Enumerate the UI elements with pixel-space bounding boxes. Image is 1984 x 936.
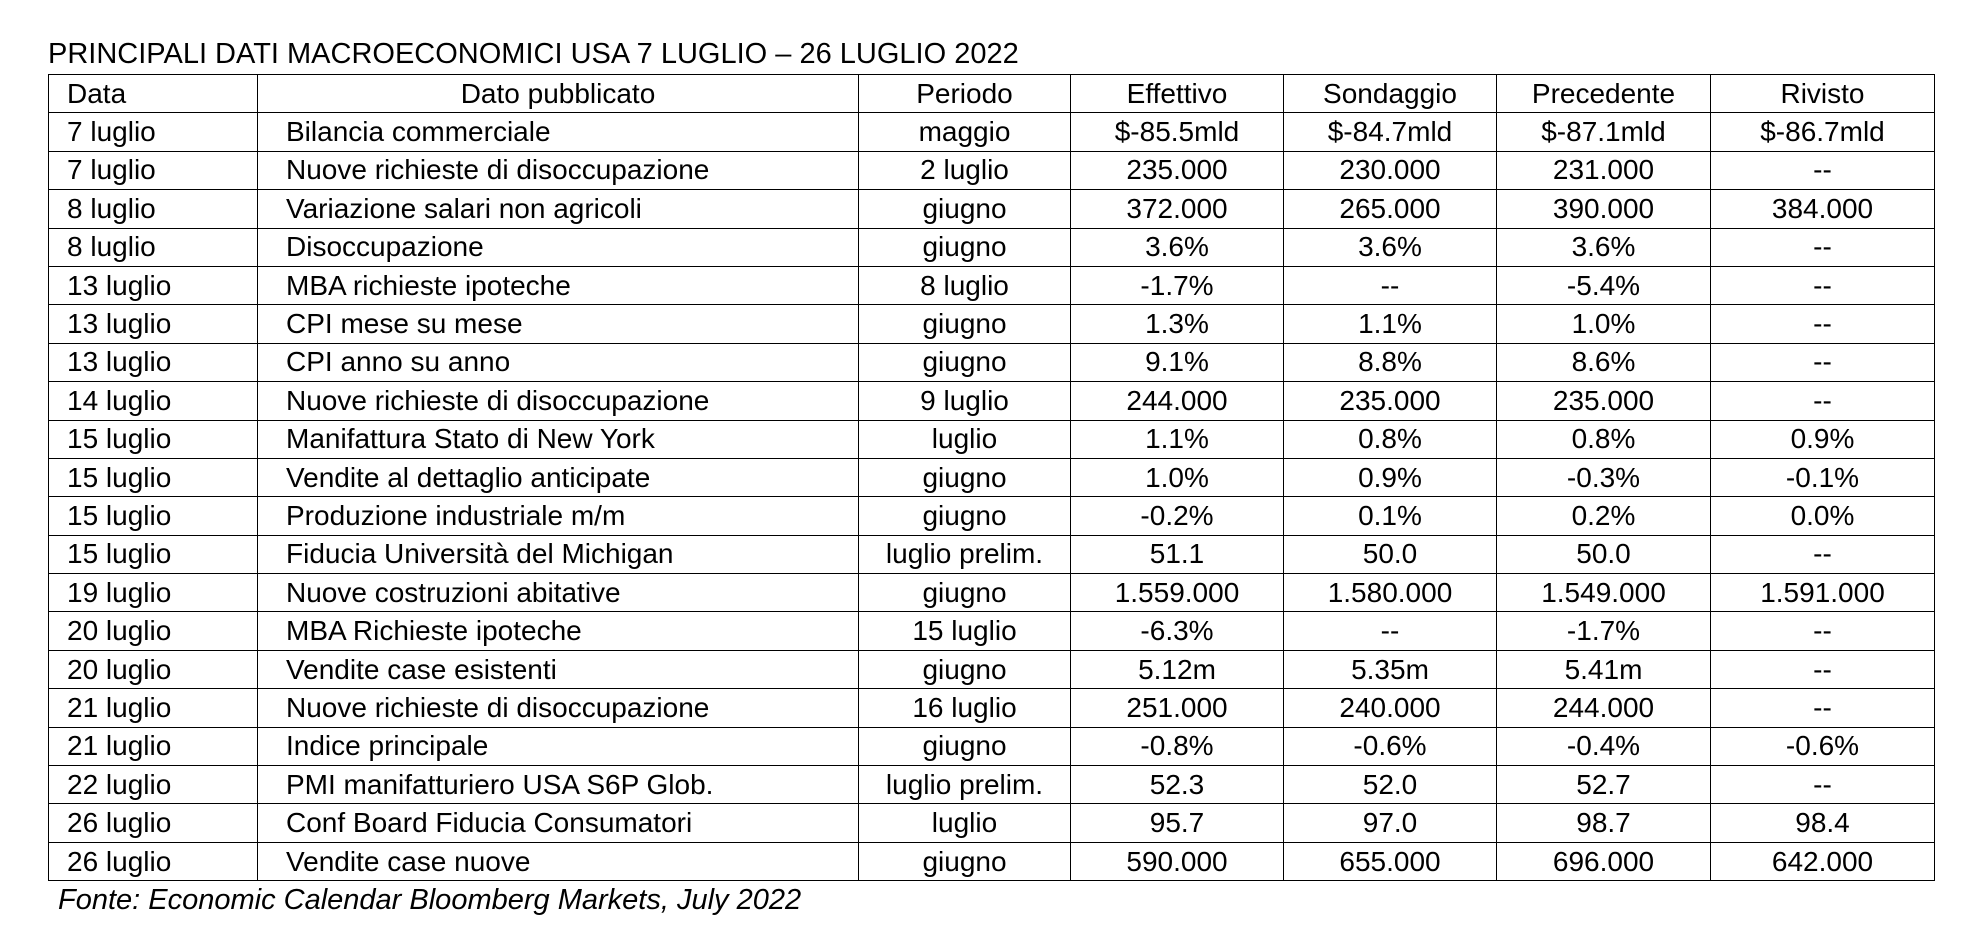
table-row xyxy=(49,113,1935,151)
header-periodo: Periodo xyxy=(859,75,1071,113)
cell-dato-pubblicato: MBA richieste ipoteche xyxy=(258,266,859,304)
cell-rivisto: -- xyxy=(1711,766,1935,804)
cell-data: 26 luglio xyxy=(49,842,258,880)
cell-sondaggio: -- xyxy=(1284,612,1497,650)
source-note: Fonte: Economic Calendar Bloomberg Markets, July 2022 xyxy=(58,884,802,916)
cell-rivisto: -- xyxy=(1711,382,1935,420)
cell-effettivo: 251.000 xyxy=(1071,689,1284,727)
cell-data: 15 luglio xyxy=(49,458,258,496)
table-row xyxy=(49,766,1935,804)
cell-precedente: 1.549.000 xyxy=(1497,574,1711,612)
cell-dato-pubblicato: PMI manifatturiero USA S6P Glob. xyxy=(258,766,859,804)
table-row xyxy=(49,650,1935,688)
cell-effettivo: 235.000 xyxy=(1071,151,1284,189)
cell-sondaggio: -- xyxy=(1284,266,1497,304)
cell-effettivo: 1.3% xyxy=(1071,305,1284,343)
cell-precedente: 0.2% xyxy=(1497,497,1711,535)
table-row xyxy=(49,497,1935,535)
cell-rivisto: -- xyxy=(1711,343,1935,381)
cell-rivisto: -- xyxy=(1711,151,1935,189)
cell-precedente: 231.000 xyxy=(1497,151,1711,189)
cell-rivisto: -- xyxy=(1711,305,1935,343)
cell-rivisto: 1.591.000 xyxy=(1711,574,1935,612)
cell-data: 19 luglio xyxy=(49,574,258,612)
cell-dato-pubblicato: Indice principale xyxy=(258,727,859,765)
cell-effettivo: 9.1% xyxy=(1071,343,1284,381)
cell-data: 15 luglio xyxy=(49,420,258,458)
cell-dato-pubblicato: Nuove richieste di disoccupazione xyxy=(258,151,859,189)
cell-data: 21 luglio xyxy=(49,727,258,765)
cell-rivisto: -0.6% xyxy=(1711,727,1935,765)
table-row xyxy=(49,535,1935,573)
cell-effettivo: 51.1 xyxy=(1071,535,1284,573)
cell-rivisto: -- xyxy=(1711,228,1935,266)
cell-periodo: giugno xyxy=(859,727,1071,765)
cell-effettivo: 1.559.000 xyxy=(1071,574,1284,612)
cell-effettivo: 3.6% xyxy=(1071,228,1284,266)
cell-effettivo: 95.7 xyxy=(1071,804,1284,842)
cell-periodo: giugno xyxy=(859,458,1071,496)
cell-dato-pubblicato: Nuove richieste di disoccupazione xyxy=(258,382,859,420)
table-row xyxy=(49,689,1935,727)
cell-effettivo: 372.000 xyxy=(1071,190,1284,228)
cell-rivisto: 0.0% xyxy=(1711,497,1935,535)
cell-rivisto: 0.9% xyxy=(1711,420,1935,458)
cell-precedente: 235.000 xyxy=(1497,382,1711,420)
table-row xyxy=(49,343,1935,381)
cell-periodo: giugno xyxy=(859,228,1071,266)
cell-periodo: luglio xyxy=(859,420,1071,458)
cell-effettivo: 590.000 xyxy=(1071,842,1284,880)
cell-rivisto: 642.000 xyxy=(1711,842,1935,880)
cell-periodo: 8 luglio xyxy=(859,266,1071,304)
table-body xyxy=(49,113,1935,881)
cell-periodo: luglio xyxy=(859,804,1071,842)
table-row xyxy=(49,804,1935,842)
cell-precedente: 696.000 xyxy=(1497,842,1711,880)
table-row xyxy=(49,727,1935,765)
cell-periodo: maggio xyxy=(859,113,1071,151)
table-row xyxy=(49,458,1935,496)
cell-data: 7 luglio xyxy=(49,113,258,151)
cell-periodo: luglio prelim. xyxy=(859,535,1071,573)
cell-dato-pubblicato: Disoccupazione xyxy=(258,228,859,266)
cell-effettivo: $-85.5mld xyxy=(1071,113,1284,151)
cell-precedente: -0.4% xyxy=(1497,727,1711,765)
header-precedente: Precedente xyxy=(1497,75,1711,113)
cell-precedente: 3.6% xyxy=(1497,228,1711,266)
cell-periodo: 15 luglio xyxy=(859,612,1071,650)
cell-sondaggio: 52.0 xyxy=(1284,766,1497,804)
cell-data: 8 luglio xyxy=(49,228,258,266)
cell-precedente: 52.7 xyxy=(1497,766,1711,804)
cell-periodo: giugno xyxy=(859,574,1071,612)
cell-precedente: 1.0% xyxy=(1497,305,1711,343)
cell-data: 14 luglio xyxy=(49,382,258,420)
cell-precedente: -0.3% xyxy=(1497,458,1711,496)
cell-sondaggio: 230.000 xyxy=(1284,151,1497,189)
cell-precedente: 244.000 xyxy=(1497,689,1711,727)
cell-sondaggio: -0.6% xyxy=(1284,727,1497,765)
cell-dato-pubblicato: Vendite case esistenti xyxy=(258,650,859,688)
cell-data: 13 luglio xyxy=(49,343,258,381)
table-row xyxy=(49,420,1935,458)
cell-sondaggio: 655.000 xyxy=(1284,842,1497,880)
cell-precedente: -5.4% xyxy=(1497,266,1711,304)
cell-effettivo: -0.8% xyxy=(1071,727,1284,765)
cell-periodo: giugno xyxy=(859,650,1071,688)
table-row xyxy=(49,574,1935,612)
cell-data: 15 luglio xyxy=(49,535,258,573)
cell-periodo: 2 luglio xyxy=(859,151,1071,189)
cell-dato-pubblicato: Fiducia Università del Michigan xyxy=(258,535,859,573)
cell-periodo: giugno xyxy=(859,343,1071,381)
cell-data: 7 luglio xyxy=(49,151,258,189)
cell-dato-pubblicato: CPI mese su mese xyxy=(258,305,859,343)
cell-sondaggio: 0.8% xyxy=(1284,420,1497,458)
cell-precedente: 50.0 xyxy=(1497,535,1711,573)
cell-dato-pubblicato: Bilancia commerciale xyxy=(258,113,859,151)
cell-sondaggio: 97.0 xyxy=(1284,804,1497,842)
cell-dato-pubblicato: Variazione salari non agricoli xyxy=(258,190,859,228)
cell-rivisto: -0.1% xyxy=(1711,458,1935,496)
table-row xyxy=(49,382,1935,420)
cell-dato-pubblicato: Manifattura Stato di New York xyxy=(258,420,859,458)
cell-sondaggio: 235.000 xyxy=(1284,382,1497,420)
cell-sondaggio: 0.9% xyxy=(1284,458,1497,496)
cell-effettivo: -1.7% xyxy=(1071,266,1284,304)
cell-effettivo: 1.1% xyxy=(1071,420,1284,458)
cell-precedente: $-87.1mld xyxy=(1497,113,1711,151)
cell-sondaggio: 50.0 xyxy=(1284,535,1497,573)
cell-data: 13 luglio xyxy=(49,305,258,343)
cell-dato-pubblicato: Nuove richieste di disoccupazione xyxy=(258,689,859,727)
table-title: PRINCIPALI DATI MACROECONOMICI USA 7 LUGLIO – 26 LUGLIO 2022 xyxy=(48,38,1019,70)
cell-sondaggio: 5.35m xyxy=(1284,650,1497,688)
cell-data: 22 luglio xyxy=(49,766,258,804)
cell-sondaggio: 265.000 xyxy=(1284,190,1497,228)
cell-sondaggio: 8.8% xyxy=(1284,343,1497,381)
cell-rivisto: 98.4 xyxy=(1711,804,1935,842)
cell-effettivo: -0.2% xyxy=(1071,497,1284,535)
cell-dato-pubblicato: CPI anno su anno xyxy=(258,343,859,381)
cell-precedente: 0.8% xyxy=(1497,420,1711,458)
header-effettivo: Effettivo xyxy=(1071,75,1284,113)
cell-periodo: 9 luglio xyxy=(859,382,1071,420)
cell-data: 15 luglio xyxy=(49,497,258,535)
cell-periodo: giugno xyxy=(859,842,1071,880)
table-row xyxy=(49,842,1935,880)
cell-data: 8 luglio xyxy=(49,190,258,228)
table-row xyxy=(49,228,1935,266)
table-row xyxy=(49,266,1935,304)
cell-periodo: luglio prelim. xyxy=(859,766,1071,804)
table-row xyxy=(49,151,1935,189)
cell-rivisto: $-86.7mld xyxy=(1711,113,1935,151)
table-row xyxy=(49,305,1935,343)
cell-sondaggio: 240.000 xyxy=(1284,689,1497,727)
cell-precedente: 390.000 xyxy=(1497,190,1711,228)
cell-effettivo: 52.3 xyxy=(1071,766,1284,804)
cell-dato-pubblicato: Nuove costruzioni abitative xyxy=(258,574,859,612)
cell-precedente: -1.7% xyxy=(1497,612,1711,650)
cell-effettivo: -6.3% xyxy=(1071,612,1284,650)
cell-effettivo: 5.12m xyxy=(1071,650,1284,688)
cell-precedente: 98.7 xyxy=(1497,804,1711,842)
cell-sondaggio: 1.580.000 xyxy=(1284,574,1497,612)
cell-sondaggio: 1.1% xyxy=(1284,305,1497,343)
cell-precedente: 8.6% xyxy=(1497,343,1711,381)
table-row xyxy=(49,612,1935,650)
cell-dato-pubblicato: Vendite case nuove xyxy=(258,842,859,880)
cell-rivisto: -- xyxy=(1711,650,1935,688)
table-row xyxy=(49,190,1935,228)
cell-periodo: giugno xyxy=(859,190,1071,228)
header-row xyxy=(49,75,1935,113)
cell-data: 26 luglio xyxy=(49,804,258,842)
cell-rivisto: -- xyxy=(1711,535,1935,573)
cell-rivisto: -- xyxy=(1711,266,1935,304)
cell-data: 21 luglio xyxy=(49,689,258,727)
cell-sondaggio: 3.6% xyxy=(1284,228,1497,266)
cell-sondaggio: 0.1% xyxy=(1284,497,1497,535)
cell-effettivo: 1.0% xyxy=(1071,458,1284,496)
cell-data: 20 luglio xyxy=(49,650,258,688)
cell-periodo: 16 luglio xyxy=(859,689,1071,727)
header-dato-pubblicato: Dato pubblicato xyxy=(258,75,859,113)
macro-data-table xyxy=(48,74,1935,881)
cell-periodo: giugno xyxy=(859,305,1071,343)
cell-periodo: giugno xyxy=(859,497,1071,535)
cell-precedente: 5.41m xyxy=(1497,650,1711,688)
cell-data: 13 luglio xyxy=(49,266,258,304)
cell-dato-pubblicato: Vendite al dettaglio anticipate xyxy=(258,458,859,496)
header-sondaggio: Sondaggio xyxy=(1284,75,1497,113)
header-rivisto: Rivisto xyxy=(1711,75,1935,113)
cell-dato-pubblicato: Produzione industriale m/m xyxy=(258,497,859,535)
cell-rivisto: -- xyxy=(1711,612,1935,650)
cell-dato-pubblicato: MBA Richieste ipoteche xyxy=(258,612,859,650)
cell-sondaggio: $-84.7mld xyxy=(1284,113,1497,151)
cell-rivisto: 384.000 xyxy=(1711,190,1935,228)
header-data: Data xyxy=(49,75,258,113)
cell-effettivo: 244.000 xyxy=(1071,382,1284,420)
cell-data: 20 luglio xyxy=(49,612,258,650)
cell-dato-pubblicato: Conf Board Fiducia Consumatori xyxy=(258,804,859,842)
cell-rivisto: -- xyxy=(1711,689,1935,727)
